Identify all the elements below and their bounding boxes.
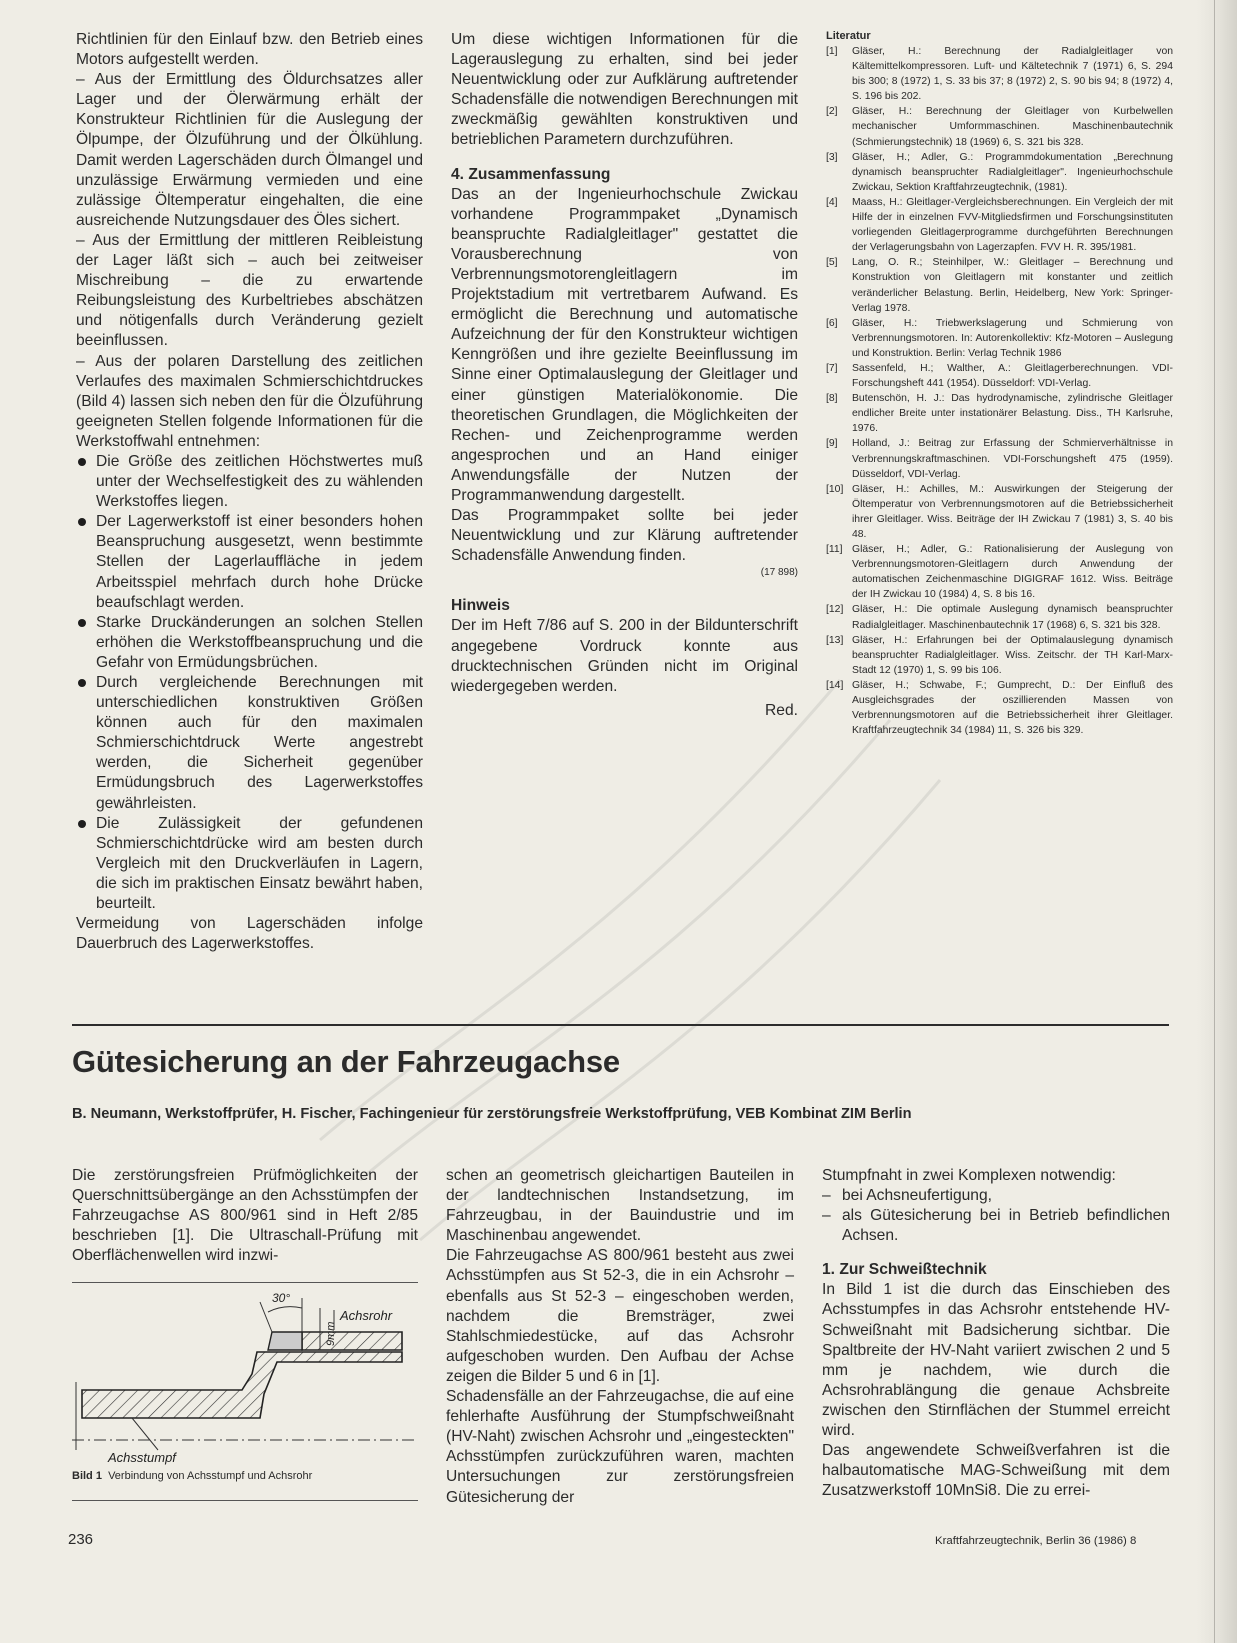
- reference-number: [1]: [826, 46, 838, 57]
- reference-item: [826, 150, 1173, 195]
- reference-number: [7]: [826, 362, 838, 374]
- article-code: (17 898): [760, 567, 798, 579]
- reference-text: Maass, H.: Gleitlager-Vergleichsberechnungen. Ein Vergleich der mit Hilfe der in einzelnen FVV-Mitgliedsfirmen und Forschungsinstituten vorliegenden Gleitlagerprogramme durchgeführten Berechnungen der Verlagerungsbahn von Lagerzapfen. FVV H. R. 395/1981.: [852, 196, 1173, 254]
- axle-tube-shape: [302, 1332, 402, 1350]
- reference-number: [10]: [826, 483, 844, 495]
- page-edge-line: [1214, 0, 1215, 1643]
- reference-item: [826, 678, 1173, 738]
- reference-item: [826, 316, 1173, 361]
- paragraph: Stumpfnaht in zwei Komplexen notwendig:: [822, 1167, 1116, 1184]
- paragraph: Das an der Ingenieurhochschule Zwickau vorhandene Programmpaket „Dynamisch beanspruchte Radialgleitlager" gestattet die Vorausberechnung von Verbrennungsmotorengleitlagern im Projektstadium mit vertretbarem Aufwand. Es ermöglicht die Berechnung und automatische Aufzeichnung der für den Konstrukteur wichtigen Kenngrößen und ihre gezielte Beeinflussung im Sinne einer Optimalauslegung der Gleitlager und einer günstigen Materialökonomie. Die theoretischen Grundlagen, die Möglichkeiten der Rechen- und Zeichenprogramme werden angesprochen und an Hand einiger Anwendungsfälle der Nutzen der Programmanwendung dargestellt.: [451, 185, 798, 504]
- figure-axle-joint: [72, 1290, 418, 1470]
- reference-number: [5]: [826, 257, 838, 269]
- paragraph: Das angewendete Schweißverfahren ist die halbautomatische MAG-Schweißung mit dem Zusatzwerkstoff 10MnSi8. Die zu errei-: [822, 1442, 1170, 1500]
- note-heading: Hinweis: [451, 597, 510, 615]
- paragraph: Um diese wichtigen Informationen für die Lagerauslegung zu erhalten, sind bei jeder Neuentwicklung oder zur Aufklärung auftretender Schadensfälle die notwendigen Berechnungen mit zweckmäßig gewählten konstruktiven und betrieblichen Parametern durchzuführen.: [451, 31, 798, 149]
- reference-item: [826, 391, 1173, 436]
- paragraph: Schadensfälle an der Fahrzeugachse, die auf eine fehlerhafte Ausführung der Stumpfschweißnaht (HV-Naht) zwischen Achsrohr und „eingesteckten" Achsstümpfen zurückzuführen waren, machten Untersuchungen zur zerstörungsfreien Gütesicherung der: [446, 1388, 794, 1506]
- dash-item: – bei Achsneufertigung,: [822, 1186, 1170, 1206]
- article-separator-rule: [72, 1024, 1169, 1026]
- reference-item: [826, 436, 1173, 481]
- column-2-top: [451, 30, 798, 721]
- reference-text: Gläser, H.: Triebwerkslagerung und Schmierung von Verbrennungsmotoren. In: Autorenkollektiv: Kfz-Motoren – Auslegung und Konstruktion. Berlin: Verlag Technik 1986: [852, 317, 1173, 359]
- reference-number: [4]: [826, 196, 838, 208]
- paragraph: Richtlinien für den Einlauf bzw. den Betrieb eines Motors aufgestellt werden.: [76, 31, 423, 69]
- reference-text: Gläser, H.: Berechnung der Gleitlager von Kurbelwellen mechanischer Umformmaschinen. Maschinenbautechnik (Schmierungstechnik) 18 (1969) 6, S. 321 bis 328.: [852, 106, 1173, 148]
- article-authors: B. Neumann, Werkstoffprüfer, H. Fischer, Fachingenieur für zerstörungsfreie Werkstoffprüfung, VEB Kombinat ZIM Berlin: [72, 1106, 912, 1122]
- article2-column-3: [822, 1166, 1170, 1501]
- figure-label-dim: 9mm: [325, 1321, 337, 1346]
- paragraph: – Aus der polaren Darstellung des zeitlichen Verlaufes des maximalen Schmierschichtdruckes (Bild 4) lassen sich neben den für die Ölzuführung geeigneten Stellen folgende Informationen für die Werkstoffwahl entnehmen:: [76, 352, 423, 450]
- page-edge-shadow: [1197, 0, 1237, 1643]
- reference-item: [826, 104, 1173, 149]
- bullet-item: Starke Druckänderungen an solchen Stellen erhöhen die Werkstoffbeanspruchung und die Gefahr von Ermüdungsbrüchen.: [76, 613, 423, 673]
- figure-bottom-rule: [72, 1500, 418, 1501]
- reference-text: Butenschön, H. J.: Das hydrodynamische, zylindrische Gleitlager endlicher Breite unter instationärer Belastung. Diss., TH Karlsruhe, 1976.: [852, 393, 1173, 435]
- section-heading: 4. Zusammenfassung: [451, 165, 611, 183]
- page-number: 236: [68, 1531, 94, 1548]
- figure-caption: [72, 1470, 418, 1482]
- figure-top-rule: [72, 1282, 418, 1283]
- paragraph: schen an geometrisch gleichartigen Bauteilen in der landtechnischen Instandsetzung, im Fahrzeugbau, in der Bauindustrie und im Maschinenbau angewendet.: [446, 1167, 794, 1245]
- reference-text: Gläser, H.: Achilles, M.: Auswirkungen der Steigerung der Öltemperatur von Verbrennungsmotoren auf die Betriebssicherheit ihrer Gleitlager. Wiss. Beiträge der IH Zwickau 7 (1981) 3, S. 40 bis 48.: [852, 483, 1173, 540]
- literature-column: [826, 30, 1173, 738]
- reference-list: [826, 44, 1173, 738]
- figure-caption-text: Verbindung von Achsstumpf und Achsrohr: [108, 1470, 313, 1482]
- reference-text: Gläser, H.; Adler, G.: Programmdokumentation „Berechnung dynamisch beanspruchter Radialgleitlager". Ingenieurhochschule Zwickau, Sektion Kraftfahrzeugtechnik, (1981).: [852, 151, 1173, 193]
- dash-list: [822, 1186, 1170, 1246]
- figure-label-tube: Achsrohr: [340, 1308, 393, 1323]
- note-signature: Red.: [765, 701, 798, 719]
- paragraph: Das Programmpaket sollte bei jeder Neuentwicklung und zur Klärung auftretender Schadensfälle Anwendung finden.: [451, 507, 798, 565]
- bullet-item: Durch vergleichende Berechnungen mit unterschiedlichen konstruktiven Größen können auch für den maximalen Schmierschichtdruck Werte angestrebt werden, die Sicherheit gegenüber Ermüdungsbruch des Lagerwerkstoffes gewährleisten.: [76, 673, 423, 814]
- reference-item: [826, 361, 1173, 391]
- leader-line: [132, 1418, 158, 1450]
- reference-text: Lang, O. R.; Steinhilper, W.: Gleitlager – Berechnung und Konstruktion von Gleitlagern mit konstanter und zeitlich veränderlicher Belastung. Berlin, Heidelberg, New York: Springer-Verlag 1978.: [852, 257, 1173, 314]
- weld-seam-shape: [268, 1332, 302, 1350]
- dash-item: – als Gütesicherung bei in Betrieb befindlichen Achsen.: [822, 1206, 1170, 1246]
- reference-number: [11]: [826, 544, 843, 556]
- reference-text: Gläser, H.: Die optimale Auslegung dynamisch beanspruchter Radialgleitlager. Maschinenbautechnik 17 (1968) 6, S. 321 bis 328.: [852, 604, 1173, 631]
- article2-column-1: [72, 1166, 418, 1266]
- reference-item: [826, 255, 1173, 315]
- reference-text: Sassenfeld, H.; Walther, A.: Gleitlagerberechnungen. VDI-Forschungsheft 441 (1954). Düsseldorf: VDI-Verlag.: [852, 362, 1173, 390]
- reference-item: [826, 602, 1173, 632]
- section-heading: 1. Zur Schweißtechnik: [822, 1261, 987, 1279]
- reference-text: Gläser, H.: Berechnung der Radialgleitlager von Kältemittelkompressoren. Luft- und Kältetechnik 7 (1971) 6, S. 294 bis 300; 8 (1972) 1, S. 33 bis 37; 8 (1972) 2, S. 90 bis 94; 8 (1972) 4, S. 196 bis 202.: [852, 46, 1173, 103]
- reference-text: Gläser, H.; Schwabe, F.; Gumprecht, D.: Der Einfluß des Ausgleichsgrades der oszillierenden Massen von Verbrennungsmotoren auf die Betriebssicherheit ihrer Gleitlager. Kraftfahrzeugtechnik 34 (1984) 11, S. 326 bis 329.: [852, 679, 1173, 737]
- reference-item: [826, 44, 1173, 104]
- paragraph: In Bild 1 ist die durch das Einschieben des Achsstumpfes in das Achsrohr entstehende HV-Schweißnaht mit Badsicherung sichtbar. Die Spaltbreite der HV-Naht variiert zwischen 2 und 5 mm je nachdem, wie durch die Achsrohrablängung die genaue Achsbreite zwischen den Stirnflächen der Stummel erreicht wird.: [822, 1281, 1170, 1440]
- article-title: Gütesicherung an der Fahrzeugachse: [72, 1044, 620, 1079]
- figure-caption-number: Bild 1: [72, 1470, 102, 1482]
- axle-stump-shape: [82, 1352, 402, 1418]
- column-1-top: [76, 30, 423, 954]
- reference-number: [14]: [826, 679, 844, 691]
- bullet-item: Die Größe des zeitlichen Höchstwertes muß unter der Wechselfestigkeit des zu wählenden Werkstoffes liegen.: [76, 452, 423, 512]
- bullet-list: [76, 452, 423, 914]
- paragraph: Vermeidung von Lagerschäden infolge Dauerbruch des Lagerwerkstoffes.: [76, 915, 423, 953]
- reference-number: [8]: [826, 393, 838, 405]
- reference-text: Gläser, H.: Erfahrungen bei der Optimalauslegung dynamisch beanspruchter Radialgleitlager. Wiss. Zeitschr. der TH Karl-Marx-Stadt 12 (1970) 1, S. 99 bis 106.: [852, 634, 1173, 676]
- angle-arc: [268, 1307, 302, 1312]
- note-text: Der im Heft 7/86 auf S. 200 in der Bildunterschrift angegebene Vordruck konnte aus drucktechnischen Gründen nicht im Original wiedergegeben werden.: [451, 617, 798, 695]
- reference-number: [12]: [826, 604, 844, 616]
- figure-label-stump: Achsstumpf: [108, 1450, 176, 1465]
- reference-item: [826, 542, 1173, 602]
- figure-label-angle: 30°: [272, 1291, 291, 1305]
- reference-number: [9]: [826, 438, 838, 450]
- reference-item: [826, 633, 1173, 678]
- reference-number: [3]: [826, 151, 838, 163]
- article2-column-2: [446, 1166, 794, 1508]
- reference-number: [13]: [826, 634, 844, 646]
- bullet-item: Die Zulässigkeit der gefundenen Schmierschichtdrücke wird am besten durch Vergleich mit den Druckverläufen in Lagern, die sich im praktischen Einsatz bewährt haben, beurteilt.: [76, 814, 423, 914]
- paragraph: – Aus der Ermittlung der mittleren Reibleistung der Lager läßt sich – auch bei zeitweiser Mischreibung – die zu erwartende Reibungsleistung des Kurbeltriebes abschätzen und nötigenfalls durch Veränderung gezielt beeinflussen.: [76, 231, 423, 350]
- paragraph: Die Fahrzeugachse AS 800/961 besteht aus zwei Achsstümpfen aus St 52-3, die in ein Achsrohr – ebenfalls aus St 52-3 – eingeschoben werden, nachdem die Bremsträger, zwei Stahlschmiedestücke, auf das Achsrohr aufgeschoben wurden. Den Aufbau der Achse zeigen die Bilder 5 und 6 in [1].: [446, 1247, 794, 1385]
- literature-heading: Literatur: [826, 30, 871, 42]
- paragraph: Die zerstörungsfreien Prüfmöglichkeiten der Querschnittsübergänge an den Achsstümpfen der Fahrzeugachse AS 800/961 sind in Heft 2/85 beschrieben [1]. Die Ultraschall-Prüfung mit Oberflächenwellen wird inzwi-: [72, 1167, 418, 1265]
- paragraph: – Aus der Ermittlung des Öldurchsatzes aller Lager und der Ölerwärmung erhält der Konstrukteur Richtlinien für die Auslegung der Ölpumpe, der Ölzuführung und der Ölkühlung. Damit werden Lagerschäden durch Ölmangel und unzulässige Erwärmung vermieden und eine zulässige Öltemperatur eingehalten, die eine ausreichende Nutzungsdauer des Öles sichert.: [76, 71, 423, 229]
- reference-number: [6]: [826, 317, 838, 329]
- reference-number: [2]: [826, 106, 838, 118]
- angle-line: [260, 1302, 272, 1332]
- reference-item: [826, 195, 1173, 255]
- bullet-item: Der Lagerwerkstoff ist einer besonders hohen Beanspruchung ausgesetzt, wenn bestimmte Stellen der Lagerlauffläche in jedem Arbeitsspiel mehrfach durch hohe Drücke beaufschlagt werden.: [76, 512, 423, 612]
- reference-text: Gläser, H.; Adler, G.: Rationalisierung der Auslegung von Verbrennungsmotoren-Gleitlagern durch Anwendung der automatischen Zeichenmaschine DIGIGRAF 1612. Wiss. Beiträge der IH Zwickau 10 (1984) 4, S. 8 bis 16.: [852, 544, 1173, 601]
- reference-item: [826, 482, 1173, 542]
- journal-footer: Kraftfahrzeugtechnik, Berlin 36 (1986) 8: [935, 1535, 1137, 1547]
- reference-text: Holland, J.: Beitrag zur Erfassung der Schmierverhältnisse in Verbrennungskraftmaschinen. VDI-Forschungsheft 475 (1959). Düsseldorf, VDI-Verlag.: [852, 438, 1173, 480]
